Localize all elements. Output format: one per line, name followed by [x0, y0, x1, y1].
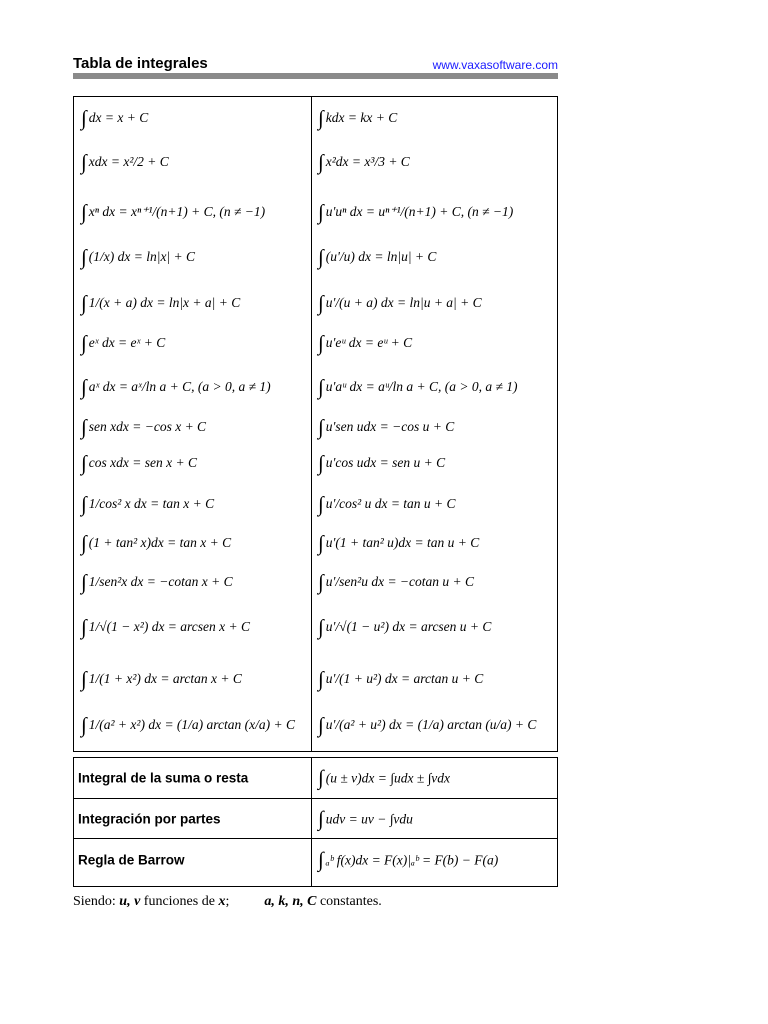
integral-formula-left-2: ∫ xdx = x²/2 + C: [81, 149, 169, 174]
integrals-table: [73, 96, 558, 752]
integral-formula-left-15: ∫ 1/(a² + x²) dx = (1/a) arctan (x/a) + C: [81, 712, 296, 737]
integral-sign-icon: ∫: [318, 712, 324, 737]
website-link[interactable]: www.vaxasoftware.com: [432, 58, 558, 72]
rule-label-partes: Integración por partes: [78, 811, 221, 827]
integral-formula-right-2: ∫ x²dx = x³/3 + C: [318, 149, 410, 174]
integral-formula-right-1: ∫ kdx = kx + C: [318, 105, 398, 130]
integral-formula-right-11: ∫ u'(1 + tan² u)dx = tan u + C: [318, 530, 480, 555]
integral-sign-icon: ∫: [318, 569, 324, 594]
integral-sign-icon: ∫: [81, 530, 87, 555]
integral-sign-icon: ∫: [81, 149, 87, 174]
integral-formula-right-3: ∫ u'uⁿ dx = uⁿ⁺¹/(n+1) + C, (n ≠ −1): [318, 199, 514, 224]
integral-sign-icon: ∫: [318, 374, 324, 399]
integral-formula-right-15: ∫ u'/(a² + u²) dx = (1/a) arctan (u/a) + C: [318, 712, 537, 737]
rule-formula-partes: ∫ udv = uv − ∫vdu: [318, 806, 413, 831]
integral-sign-icon: ∫: [81, 414, 87, 439]
rules-divider: [311, 758, 312, 886]
integral-sign-icon: ∫: [318, 530, 324, 555]
integral-sign-icon: ∫: [81, 199, 87, 224]
integral-sign-icon: ∫: [318, 414, 324, 439]
integral-sign-icon: ∫: [318, 105, 324, 130]
integral-formula-left-8: ∫ sen xdx = −cos x + C: [81, 414, 207, 439]
footer-note: Siendo: u, v funciones de x; a, k, n, C constantes.: [73, 894, 382, 909]
integral-sign-icon: ∫: [318, 290, 324, 315]
integral-sign-icon: ∫: [318, 765, 324, 790]
integral-formula-right-8: ∫ u'sen udx = −cos u + C: [318, 414, 455, 439]
integral-formula-left-13: ∫ 1/√(1 − x²) dx = arcsen x + C: [81, 614, 251, 639]
integral-formula-left-10: ∫ 1/cos² x dx = tan x + C: [81, 491, 215, 516]
integral-sign-icon: ∫: [318, 491, 324, 516]
integral-sign-icon: ∫: [318, 244, 324, 269]
integral-formula-right-10: ∫ u'/cos² u dx = tan u + C: [318, 491, 456, 516]
rules-row-divider: [74, 798, 557, 799]
integral-sign-icon: ∫: [318, 450, 324, 475]
integral-sign-icon: ∫: [81, 666, 87, 691]
integral-sign-icon: ∫: [81, 290, 87, 315]
integral-formula-right-4: ∫ (u'/u) dx = ln|u| + C: [318, 244, 437, 269]
integral-formula-left-12: ∫ 1/sen²x dx = −cotan x + C: [81, 569, 233, 594]
integral-formula-left-5: ∫ 1/(x + a) dx = ln|x + a| + C: [81, 290, 241, 315]
page-title: Tabla de integrales: [73, 55, 208, 72]
integral-sign-icon: ∫: [81, 244, 87, 269]
integral-formula-left-9: ∫ cos xdx = sen x + C: [81, 450, 197, 475]
integral-formula-right-9: ∫ u'cos udx = sen u + C: [318, 450, 446, 475]
integral-formula-left-6: ∫ eˣ dx = eˣ + C: [81, 330, 166, 355]
rule-formula-barrow: ∫ ₐᵇ f(x)dx = F(x)|ₐᵇ = F(b) − F(a): [318, 847, 499, 872]
rule-formula-suma: ∫ (u ± v)dx = ∫udx ± ∫vdx: [318, 765, 451, 790]
integral-sign-icon: ∫: [318, 199, 324, 224]
integral-sign-icon: ∫: [318, 666, 324, 691]
integral-sign-icon: ∫: [81, 450, 87, 475]
integral-formula-right-6: ∫ u'eᵘ dx = eᵘ + C: [318, 330, 413, 355]
integral-sign-icon: ∫: [318, 330, 324, 355]
integral-formula-left-7: ∫ aˣ dx = aˣ/ln a + C, (a > 0, a ≠ 1): [81, 374, 271, 399]
integral-formula-right-13: ∫ u'/√(1 − u²) dx = arcsen u + C: [318, 614, 492, 639]
integral-formula-right-12: ∫ u'/sen²u dx = −cotan u + C: [318, 569, 475, 594]
integral-formula-left-11: ∫ (1 + tan² x)dx = tan x + C: [81, 530, 232, 555]
header-rule: [73, 73, 558, 79]
integral-formula-left-14: ∫ 1/(1 + x²) dx = arctan x + C: [81, 666, 242, 691]
integral-formula-right-14: ∫ u'/(1 + u²) dx = arctan u + C: [318, 666, 484, 691]
rule-label-suma: Integral de la suma o resta: [78, 770, 249, 786]
column-divider: [311, 97, 312, 751]
integral-sign-icon: ∫: [318, 149, 324, 174]
integral-sign-icon: ∫: [318, 806, 324, 831]
integral-formula-right-5: ∫ u'/(u + a) dx = ln|u + a| + C: [318, 290, 482, 315]
integral-sign-icon: ∫: [81, 330, 87, 355]
integral-sign-icon: ∫: [81, 614, 87, 639]
integral-sign-icon: ∫: [318, 847, 324, 872]
integral-formula-right-7: ∫ u'aᵘ dx = aᵘ/ln a + C, (a > 0, a ≠ 1): [318, 374, 518, 399]
rule-label-barrow: Regla de Barrow: [78, 852, 185, 868]
integral-sign-icon: ∫: [81, 712, 87, 737]
integral-formula-left-3: ∫ xⁿ dx = xⁿ⁺¹/(n+1) + C, (n ≠ −1): [81, 199, 266, 224]
integral-sign-icon: ∫: [81, 374, 87, 399]
rules-row-divider: [74, 838, 557, 839]
integral-formula-left-1: ∫ dx = x + C: [81, 105, 149, 130]
integral-sign-icon: ∫: [81, 569, 87, 594]
integral-formula-left-4: ∫ (1/x) dx = ln|x| + C: [81, 244, 196, 269]
rules-table: [73, 757, 558, 887]
integral-sign-icon: ∫: [81, 105, 87, 130]
integral-sign-icon: ∫: [81, 491, 87, 516]
integral-sign-icon: ∫: [318, 614, 324, 639]
